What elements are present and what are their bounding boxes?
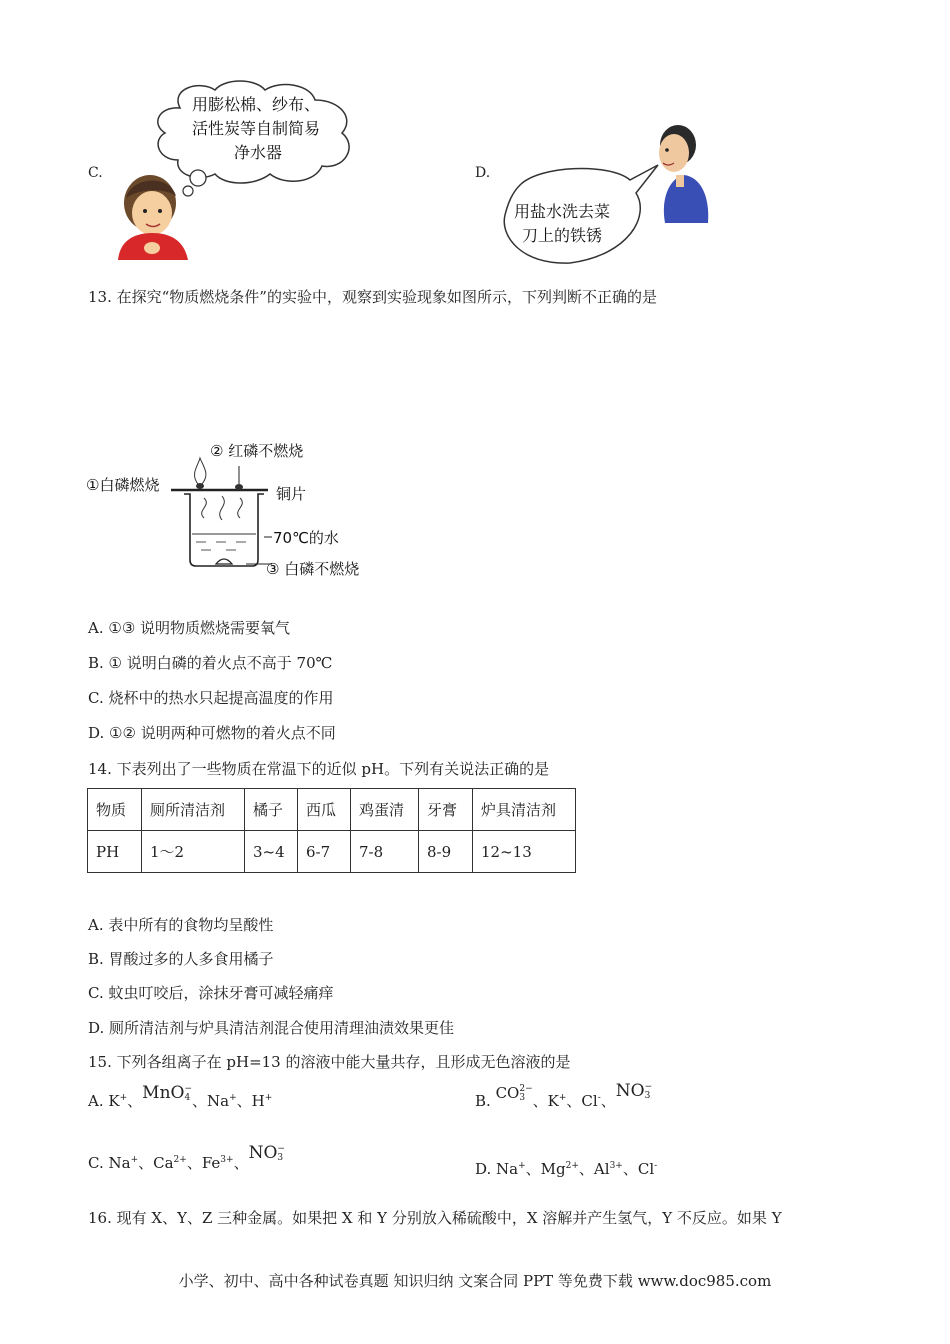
ion-ca: 、Ca	[138, 1154, 174, 1172]
thought-text-3: 净水器	[234, 143, 283, 162]
charge: 2−	[519, 1084, 533, 1094]
q14-option-a[interactable]: A. 表中所有的食物均呈酸性	[88, 916, 274, 934]
ion-na: Na	[108, 1154, 131, 1172]
charge: 3+	[609, 1161, 623, 1171]
subscript: 3	[277, 1153, 284, 1163]
charge: +	[558, 1093, 567, 1103]
charge: +	[518, 1161, 526, 1171]
label-red-phosphorus: ② 红磷不燃烧	[210, 442, 304, 460]
q14-option-c[interactable]: C. 蚊虫叮咬后，涂抹牙膏可减轻痛痒	[88, 984, 334, 1002]
q15-option-c[interactable]	[88, 1143, 285, 1173]
ion-k: K	[108, 1092, 120, 1110]
table-cell: 炉具清洁剂	[473, 789, 576, 831]
q13-option-b[interactable]: B. ① 说明白磷的着火点不高于 70℃	[88, 654, 333, 672]
charge: +	[264, 1093, 273, 1103]
ion-co3: CO	[495, 1084, 520, 1102]
ion-script	[645, 1083, 653, 1101]
speech-text-2: 刀上的铁锈	[522, 226, 603, 245]
speech-text-1: 用盐水洗去菜	[514, 202, 611, 221]
ion-na: 、Na	[192, 1092, 230, 1110]
ion-no3: NO	[248, 1143, 278, 1163]
table-cell: 8-9	[419, 831, 473, 873]
option-label: A.	[88, 1092, 104, 1110]
subscript: 3	[519, 1093, 526, 1103]
q16-stem: 16. 现有 X、Y、Z 三种金属。如果把 X 和 Y 分别放入稀硫酸中，X 溶解并产生氢气，Y 不反应。如果 Y	[88, 1209, 782, 1227]
charge: −	[277, 1144, 285, 1154]
ion-script	[184, 1085, 192, 1103]
red-phosphorus	[235, 484, 243, 490]
charge: 2+	[565, 1161, 579, 1171]
ion-mg: 、Mg	[525, 1160, 566, 1178]
ion-script	[277, 1145, 285, 1163]
ion-mno4: MnO	[142, 1083, 185, 1103]
option-d-label: D.	[475, 165, 491, 181]
table-row	[88, 831, 576, 873]
ion-h: 、H	[236, 1092, 265, 1110]
charge: +	[229, 1093, 237, 1103]
table-cell: 3~4	[245, 831, 298, 873]
charge: −	[644, 1082, 653, 1092]
q13-option-d[interactable]: D. ①② 说明两种可燃物的着火点不同	[88, 724, 336, 742]
thought-text-2: 活性炭等自制简易	[192, 119, 321, 138]
option-c-label: C.	[88, 165, 103, 181]
option-label: C.	[88, 1154, 104, 1172]
table-cell: 物质	[88, 789, 142, 831]
combustion-experiment-figure	[86, 438, 386, 583]
table-cell: 1～2	[142, 831, 245, 873]
option-d-illustration	[500, 115, 725, 270]
q14-stem: 14. 下表列出了一些物质在常温下的近似 pH。下列有关说法正确的是	[88, 760, 550, 778]
charge: +	[130, 1155, 139, 1165]
ion-cl: 、Cl	[566, 1092, 598, 1110]
table-cell: 6-7	[298, 831, 351, 873]
charge: -	[654, 1161, 658, 1171]
charge: +	[119, 1093, 128, 1103]
q14-option-d[interactable]: D. 厕所清洁剂与炉具清洁剂混合使用清理油渍效果更佳	[88, 1019, 455, 1037]
boy-icon	[118, 175, 188, 260]
man-icon	[659, 125, 708, 223]
page-footer: 小学、初中、高中各种试卷真题 知识归纳 文案合同 PPT 等免费下载 www.doc985.com	[178, 1272, 772, 1290]
q14-option-b[interactable]: B. 胃酸过多的人多食用橘子	[88, 950, 274, 968]
q15-option-d[interactable]	[475, 1158, 657, 1179]
charge: -	[597, 1093, 601, 1103]
table-cell: 厕所清洁剂	[142, 789, 245, 831]
ph-table	[87, 788, 576, 873]
q13-option-a[interactable]: A. ①③ 说明物质燃烧需要氧气	[88, 619, 291, 637]
charge: 3+	[220, 1155, 234, 1165]
ion-fe: 、Fe	[186, 1154, 221, 1172]
table-cell: 鸡蛋清	[351, 789, 419, 831]
ion-no3: NO	[615, 1081, 645, 1101]
table-cell: 7-8	[351, 831, 419, 873]
label-hot-water: 70℃的水	[273, 529, 339, 547]
ion-cl: 、Cl	[622, 1160, 655, 1178]
q13-stem: 13. 在探究“物质燃烧条件”的实验中，观察到实验现象如图所示，下列判断不正确的是	[88, 288, 657, 306]
q15-stem: 15. 下列各组离子在 pH=13 的溶液中能大量共存，且形成无色溶液的是	[88, 1053, 571, 1071]
table-cell: 橘子	[245, 789, 298, 831]
option-label: B.	[475, 1092, 491, 1110]
charge: −	[184, 1084, 193, 1094]
option-c-illustration	[110, 78, 360, 260]
ion-script	[519, 1085, 532, 1103]
q13-option-c[interactable]: C. 烧杯中的热水只起提高温度的作用	[88, 689, 334, 707]
subscript: 4	[184, 1093, 191, 1103]
separator: 、	[600, 1092, 616, 1110]
q15-option-a[interactable]	[88, 1083, 273, 1111]
table-cell: 12~13	[473, 831, 576, 873]
table-cell: PH	[88, 831, 142, 873]
option-label: D.	[475, 1160, 492, 1178]
charge: 2+	[173, 1155, 187, 1165]
flame-icon	[195, 458, 206, 489]
subscript: 3	[644, 1091, 651, 1101]
table-cell: 牙膏	[419, 789, 473, 831]
label-copper-plate: 铜片	[276, 485, 307, 503]
table-header-row	[88, 789, 576, 831]
label-white-phosphorus-not-burning: ③ 白磷不燃烧	[266, 560, 360, 578]
ion-k: 、K	[532, 1092, 559, 1110]
label-white-phosphorus-burning: ①白磷燃烧	[86, 476, 160, 494]
thought-text-1: 用膨松棉、纱布、	[192, 95, 321, 114]
ion-na: Na	[496, 1160, 519, 1178]
ion-al: 、Al	[578, 1160, 610, 1178]
q15-option-b[interactable]	[475, 1081, 653, 1111]
table-cell: 西瓜	[298, 789, 351, 831]
separator: 、	[127, 1092, 143, 1110]
separator: 、	[233, 1154, 249, 1172]
